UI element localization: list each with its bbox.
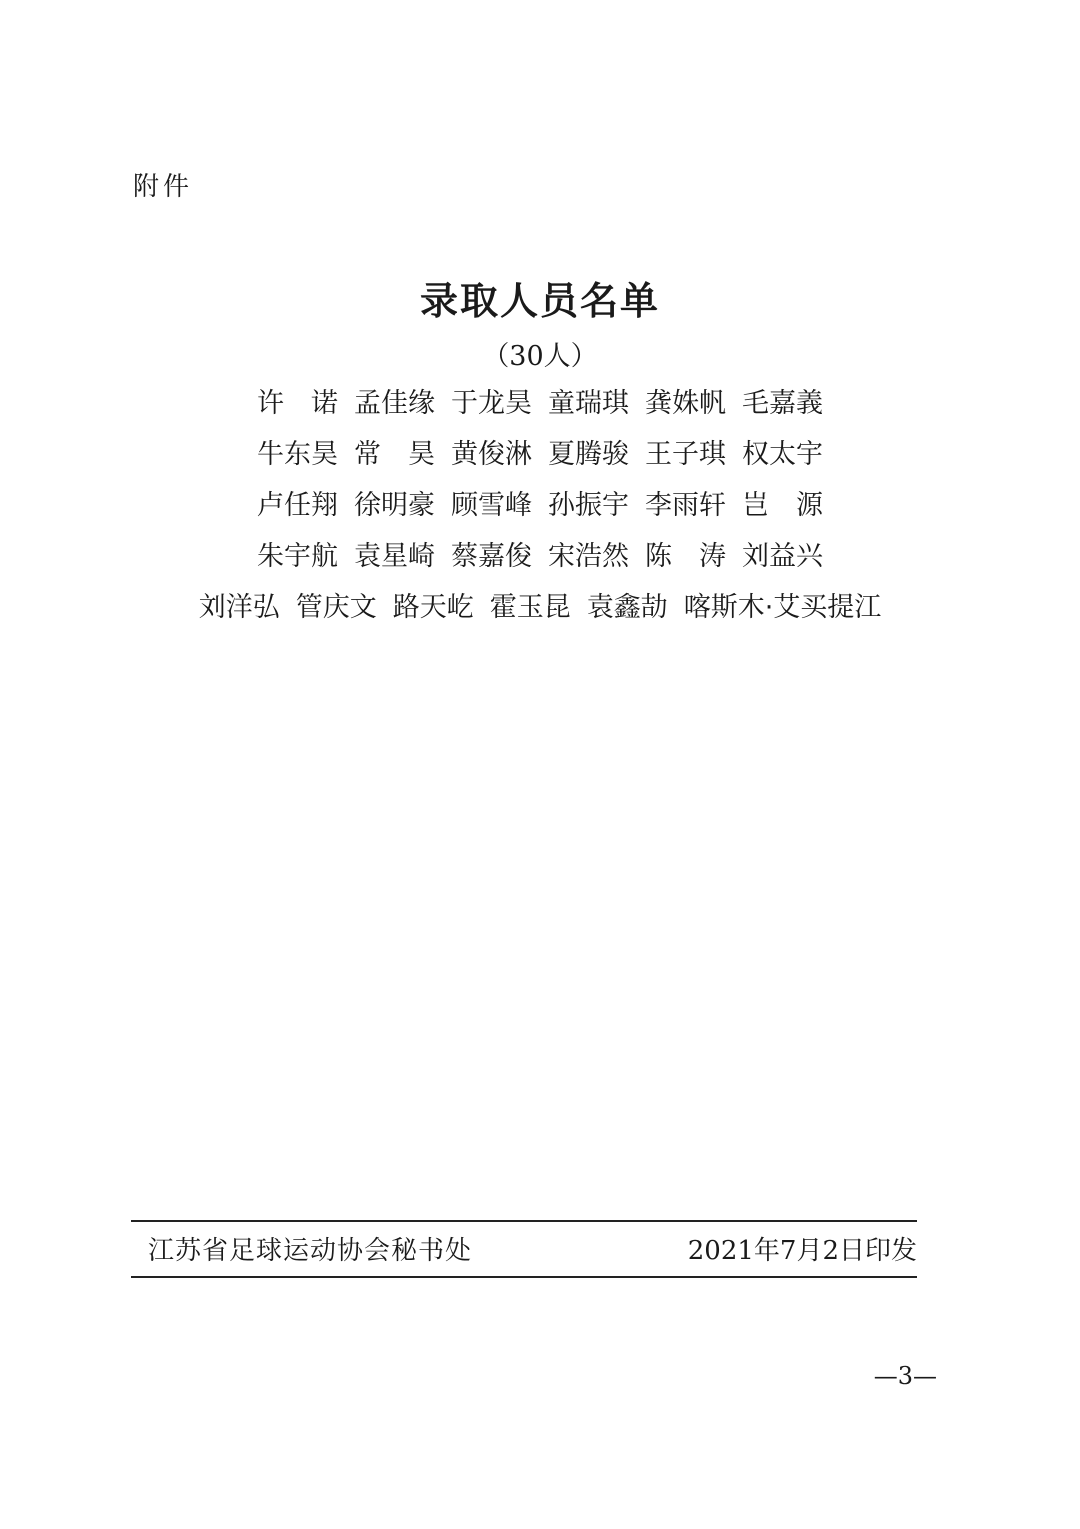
admitted-name-list bbox=[160, 378, 920, 633]
person-name: 权太宇 bbox=[742, 439, 823, 470]
page-number: —3— bbox=[873, 1362, 937, 1390]
name-row bbox=[160, 480, 920, 531]
person-name: 朱宇航 bbox=[257, 541, 338, 572]
person-name: 许 诺 bbox=[257, 388, 338, 419]
person-name: 宋浩然 bbox=[548, 541, 629, 572]
person-name: 夏腾骏 bbox=[548, 439, 629, 470]
name-row bbox=[160, 531, 920, 582]
person-name: 陈 涛 bbox=[645, 541, 726, 572]
footer-bottom-rule bbox=[131, 1276, 917, 1278]
person-name: 岂 源 bbox=[742, 490, 823, 521]
document-title: 录取人员名单 bbox=[419, 279, 660, 323]
person-name: 喀斯木·艾买提江 bbox=[683, 592, 882, 623]
person-name: 于龙昊 bbox=[451, 388, 532, 419]
person-name: 霍玉昆 bbox=[489, 592, 571, 623]
person-name: 童瑞琪 bbox=[548, 388, 629, 419]
person-name: 袁鑫劼 bbox=[586, 592, 668, 623]
name-row bbox=[160, 378, 920, 429]
name-row bbox=[160, 582, 920, 633]
person-name: 刘益兴 bbox=[742, 541, 823, 572]
footer-top-rule bbox=[131, 1220, 917, 1222]
person-name: 黄俊淋 bbox=[451, 439, 532, 470]
person-name: 孟佳缘 bbox=[354, 388, 435, 419]
issue-date: 2021年7月2日印发 bbox=[687, 1236, 917, 1266]
name-row bbox=[160, 429, 920, 480]
person-name: 李雨轩 bbox=[645, 490, 726, 521]
issuer-name: 江苏省足球运动协会秘书处 bbox=[148, 1236, 473, 1266]
person-name: 毛嘉義 bbox=[742, 388, 823, 419]
person-name: 常 昊 bbox=[354, 439, 435, 470]
person-name: 龚姝帆 bbox=[645, 388, 726, 419]
person-name: 顾雪峰 bbox=[451, 490, 532, 521]
attachment-label: 附件 bbox=[133, 172, 194, 202]
person-name: 刘洋弘 bbox=[198, 592, 280, 623]
person-name: 卢任翔 bbox=[257, 490, 338, 521]
admitted-count: （30人） bbox=[482, 341, 598, 372]
person-name: 路天屹 bbox=[392, 592, 474, 623]
person-name: 孙振宇 bbox=[548, 490, 629, 521]
person-name: 管庆文 bbox=[295, 592, 377, 623]
person-name: 王子琪 bbox=[645, 439, 726, 470]
person-name: 徐明豪 bbox=[354, 490, 435, 521]
person-name: 蔡嘉俊 bbox=[451, 541, 532, 572]
person-name: 袁星崎 bbox=[354, 541, 435, 572]
person-name: 牛东昊 bbox=[257, 439, 338, 470]
